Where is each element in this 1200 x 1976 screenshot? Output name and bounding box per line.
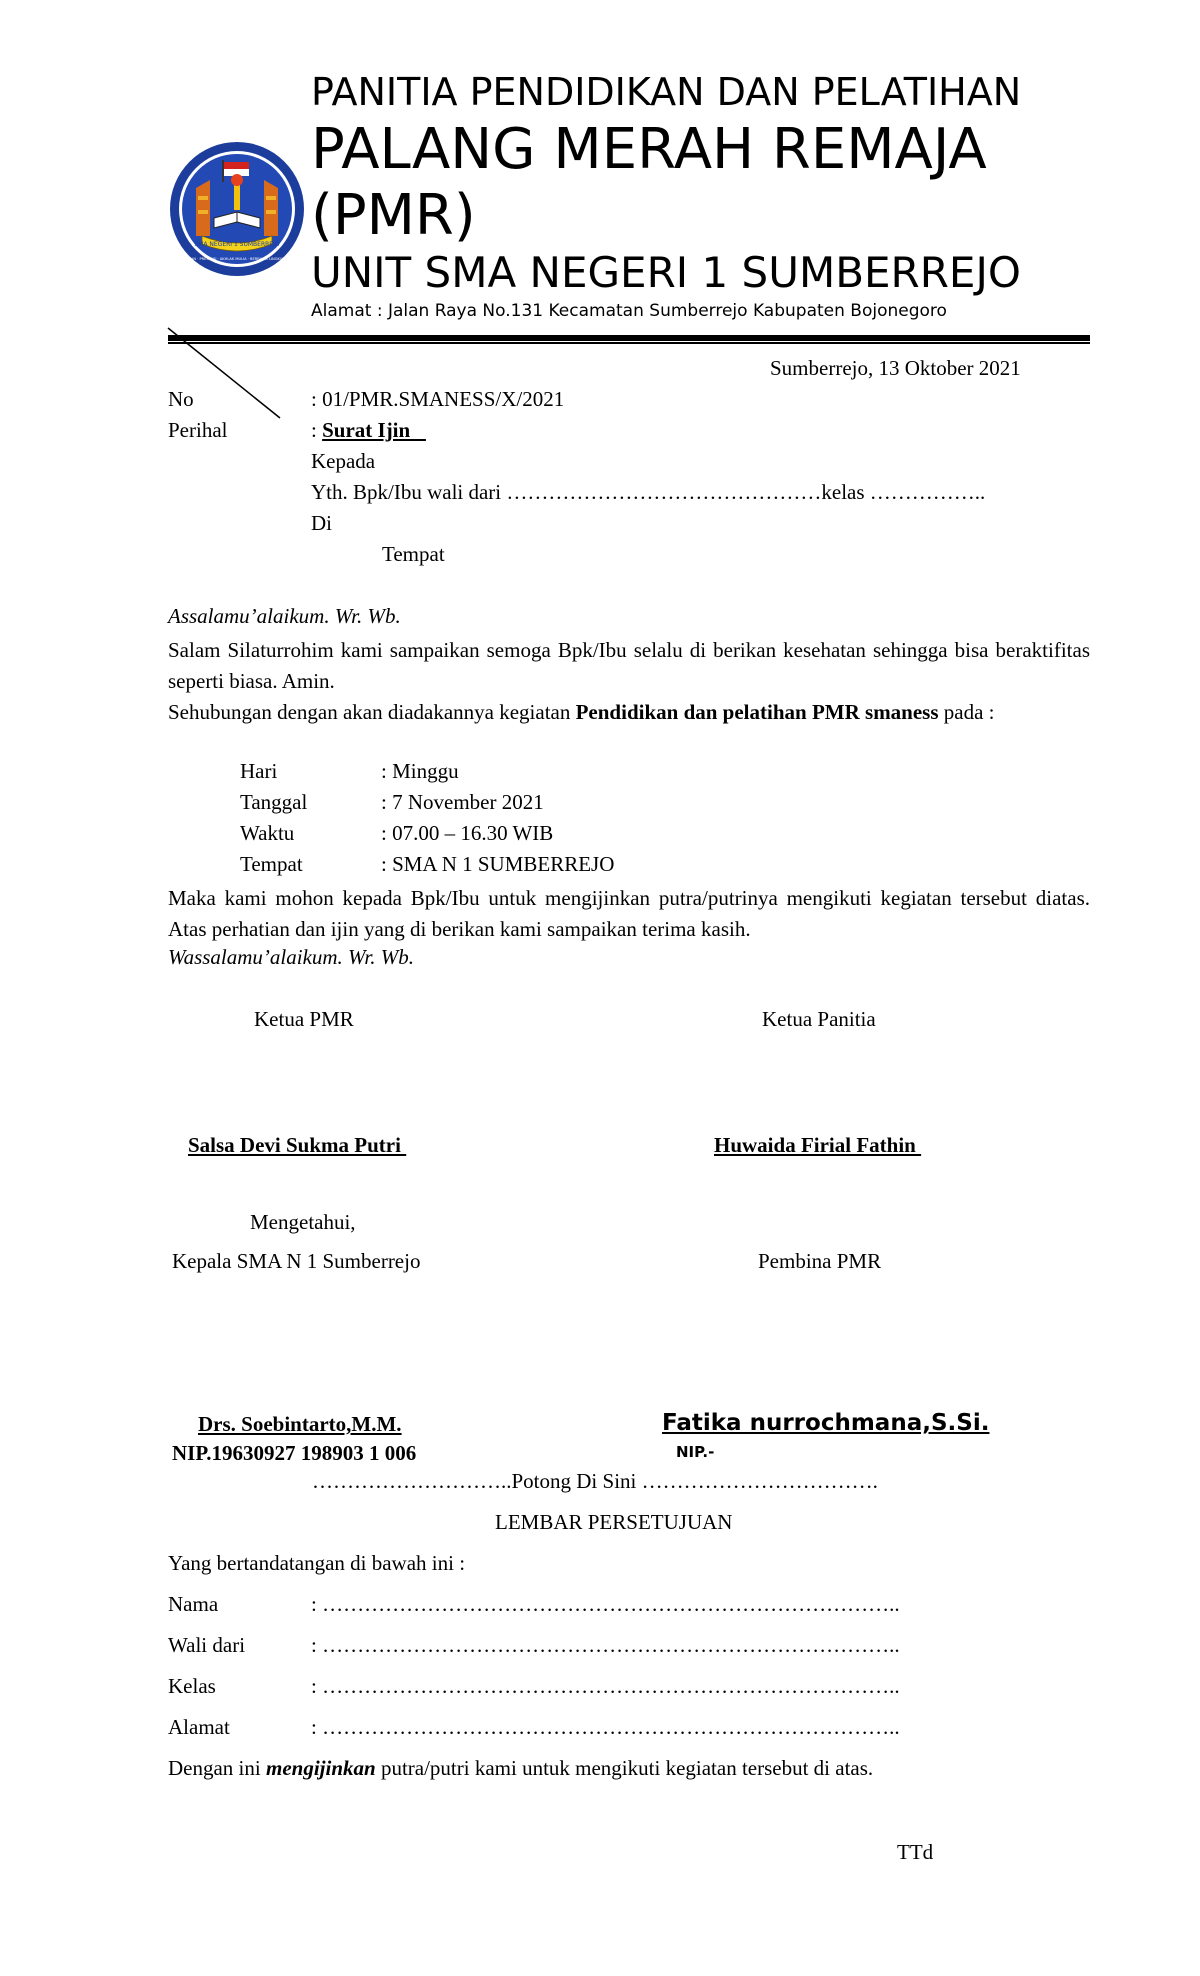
recipient-yth: Yth. Bpk/Ibu wali dari ………………………………………kelas …………….. — [311, 480, 986, 504]
cut-line: ………………………..Potong Di Sini ……………………………. — [312, 1469, 878, 1493]
paragraph-2-event: Pendidikan dan pelatihan PMR smaness — [575, 700, 939, 724]
subject-value: Surat Ijin — [322, 418, 426, 442]
pembina-nip: NIP.- — [676, 1443, 715, 1461]
form-label: Nama — [168, 1592, 219, 1616]
form-label: Alamat — [168, 1715, 230, 1739]
form-input-kelas[interactable]: : ……………………………………………………………………….. — [311, 1674, 900, 1698]
kepala-name: Drs. Soebintarto,M.M. — [198, 1412, 402, 1436]
letterhead-committee: PANITIA PENDIDIKAN DAN PELATIHAN — [311, 70, 1022, 114]
letter-number-label: No — [168, 387, 194, 411]
form-label: Kelas — [168, 1674, 216, 1698]
form-input-alamat[interactable]: : ……………………………………………………………………….. — [311, 1715, 900, 1739]
form-input-nama[interactable]: : ……………………………………………………………………….. — [311, 1592, 900, 1616]
pembina-title: Pembina PMR — [758, 1249, 882, 1273]
consent-lead: Dengan ini — [168, 1756, 266, 1780]
detail-label: Tanggal — [240, 790, 308, 814]
pembina-name: Fatika nurrochmana,S.Si. — [662, 1410, 990, 1436]
logo-motto-text: DISIPLIN · PRESTASI · AKHLAK MULIA · BERBASIS LINGKUNGAN — [180, 257, 294, 261]
ketua-pmr-name: Salsa Devi Sukma Putri — [188, 1133, 407, 1157]
place-date: Sumberrejo, 13 Oktober 2021 — [770, 356, 1021, 380]
closing: Wassalamu’alaikum. Wr. Wb. — [168, 945, 414, 969]
mengetahui: Mengetahui, — [250, 1210, 356, 1234]
detail-value: : 07.00 – 16.30 WIB — [381, 821, 554, 845]
paragraph-1: Salam Silaturrohim kami sampaikan semoga Bpk/Ibu selalu di berikan kesehatan sehingga bisa beraktifitas seperti biasa. Amin. — [168, 638, 1090, 693]
kepala-title: Kepala SMA N 1 Sumberrejo — [172, 1249, 421, 1273]
form-label: Wali dari — [168, 1633, 246, 1657]
logo-ribbon-text: SMA NEGERI 1 SUMBERREJO — [194, 241, 280, 248]
detail-value: : SMA N 1 SUMBERREJO — [381, 852, 615, 876]
paragraph-3: Maka kami mohon kepada Bpk/Ibu untuk mengijinkan putra/putrinya mengikuti kegiatan tersebut diatas. Atas perhatian dan ijin yang di berikan kami sampaikan terima kasih. — [168, 886, 1090, 941]
paragraph-2-tail: pada : — [938, 700, 995, 724]
recipient-tempat: Tempat — [382, 542, 445, 566]
ketua-pmr-title: Ketua PMR — [254, 1007, 354, 1031]
approval-title: LEMBAR PERSETUJUAN — [495, 1510, 733, 1534]
consent-tail: putra/putri kami untuk mengikuti kegiatan tersebut di atas. — [375, 1756, 874, 1780]
ketua-panitia-name: Huwaida Firial Fathin — [714, 1133, 922, 1157]
form-input-wali-dari[interactable]: : ……………………………………………………………………….. — [311, 1633, 900, 1657]
paragraph-2-lead: Sehubungan dengan akan diadakannya kegiatan — [168, 700, 576, 724]
approval-intro: Yang bertandatangan di bawah ini : — [168, 1551, 466, 1575]
letterhead-unit: UNIT SMA NEGERI 1 SUMBERREJO — [311, 248, 1021, 297]
school-logo — [168, 140, 306, 278]
ketua-panitia-title: Ketua Panitia — [762, 1007, 876, 1031]
detail-label: Hari — [240, 759, 278, 783]
letter-number: : 01/PMR.SMANESS/X/2021 — [311, 387, 565, 411]
letterhead-abbreviation: (PMR) — [311, 183, 476, 248]
detail-value: : 7 November 2021 — [381, 790, 544, 814]
school-logo-emblem — [168, 140, 306, 278]
letterhead-rule-thick — [168, 335, 1090, 341]
subject-line — [311, 418, 426, 443]
subject-colon: : — [311, 418, 323, 442]
subject-label: Perihal — [168, 418, 228, 442]
letterhead-rule-thin — [168, 342, 1090, 344]
greeting: Assalamu’alaikum. Wr. Wb. — [168, 604, 401, 628]
recipient-di: Di — [311, 511, 332, 535]
letterhead-address: Alamat : Jalan Raya No.131 Kecamatan Sumberrejo Kabupaten Bojonegoro — [311, 301, 947, 321]
recipient-kepada: Kepada — [311, 449, 376, 473]
detail-label: Tempat — [240, 852, 303, 876]
letterhead-organization: PALANG MERAH REMAJA — [311, 117, 987, 182]
kepala-nip: NIP.19630927 198903 1 006 — [172, 1441, 417, 1465]
signature-ttd: TTd — [897, 1840, 934, 1864]
consent-verb: mengijinkan — [265, 1756, 376, 1780]
detail-value: : Minggu — [381, 759, 459, 783]
detail-label: Waktu — [240, 821, 295, 845]
consent-statement — [168, 1756, 873, 1781]
paragraph-2 — [168, 697, 1090, 728]
